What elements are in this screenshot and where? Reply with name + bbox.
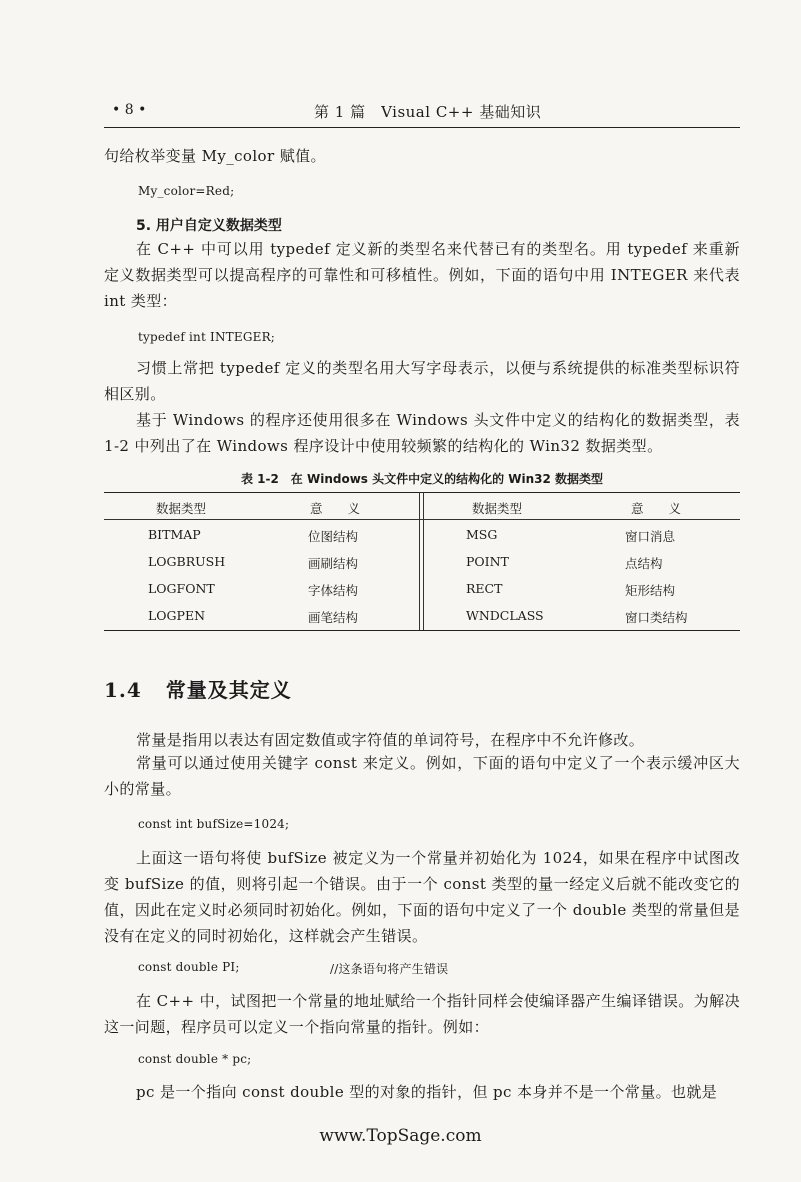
section-title: 常量及其定义 <box>165 678 292 702</box>
table-cell: 字体结构 <box>308 583 359 598</box>
code-line-enum-assign: My_color=Red; <box>138 184 235 198</box>
subsection-heading: 5. 用户自定义数据类型 <box>136 218 282 234</box>
table-cell: 画刷结构 <box>308 556 359 571</box>
code-comment: //这条语句将产生错误 <box>330 962 449 976</box>
table-header-cell: 意 义 <box>631 501 682 516</box>
page-number: • 8 • <box>112 102 147 118</box>
table-cell: 窗口消息 <box>625 529 676 544</box>
paragraph-pointer: 在 C++ 中，试图把一个常量的地址赋给一个指针同样会使编译器产生编译错误。为解决这一问题，程序员可以定义一个指向常量的指针。例如： <box>104 992 740 1036</box>
code-line-bufsize: const int bufSize=1024; <box>138 817 290 831</box>
code-line-typedef: typedef int INTEGER; <box>138 330 276 344</box>
table-cell: LOGBRUSH <box>148 554 226 569</box>
code-line-const-pi: const double PI; <box>138 960 240 974</box>
table-cell: MSG <box>466 527 498 542</box>
table-cell: RECT <box>466 581 503 596</box>
section-heading <box>104 674 292 703</box>
table-cell: 点结构 <box>625 556 663 571</box>
table-cell: 矩形结构 <box>625 583 676 598</box>
header-rule <box>104 127 740 128</box>
table-cell: WNDCLASS <box>466 608 544 623</box>
table-bottom-rule <box>104 630 740 631</box>
paragraph-typedef: 在 C++ 中可以用 typedef 定义新的类型名来代替已有的类型名。用 typedef 来重新定义数据类型可以提高程序的可靠性和可移植性。例如，下面的语句中用 INTEGER 来代表 int 类型： <box>104 240 740 310</box>
footer-url: www.TopSage.com <box>319 1126 482 1146</box>
table-cell: BITMAP <box>148 527 201 542</box>
table-column-divider <box>419 492 424 630</box>
table-header-cell: 数据类型 <box>472 501 523 516</box>
paragraph-windows-types: 基于 Windows 的程序还使用很多在 Windows 头文件中定义的结构化的数据类型，表 1-2 中列出了在 Windows 程序设计中使用较频繁的结构化的 Win32 数据类型。 <box>104 411 740 455</box>
table-header-cell: 意 义 <box>310 501 361 516</box>
code-line-pointer: const double * pc; <box>138 1052 252 1066</box>
paragraph-const-definition: 常量是指用以表达有固定数值或字符值的单词符号，在程序中不允许修改。 <box>136 731 645 749</box>
section-number: 1.4 <box>104 678 142 702</box>
table-cell: POINT <box>466 554 509 569</box>
table-caption: 表 1-2 在 Windows 头文件中定义的结构化的 Win32 数据类型 <box>240 472 604 486</box>
paragraph-intro: 句给枚举变量 My_color 赋值。 <box>104 147 326 165</box>
table-cell: 画笔结构 <box>308 610 359 625</box>
table-cell: LOGFONT <box>148 581 215 596</box>
paragraph-last-line: pc 是一个指向 const double 型的对象的指针，但 pc 本身并不是一个常量。也就是 <box>136 1083 718 1101</box>
table-cell: 位图结构 <box>308 529 359 544</box>
table-cell: 窗口类结构 <box>625 610 688 625</box>
running-title: 第 1 篇 Visual C++ 基础知识 <box>314 103 542 121</box>
paragraph-const-keyword: 常量可以通过使用关键字 const 来定义。例如，下面的语句中定义了一个表示缓冲区大小的常量。 <box>104 754 740 798</box>
table-cell: LOGPEN <box>148 608 206 623</box>
paragraph-bufsize-explain: 上面这一语句将使 bufSize 被定义为一个常量并初始化为 1024，如果在程序中试图改变 bufSize 的值，则将引起一个错误。由于一个 const 类型的量一经定义后就不能改变它的值，因此在定义时必须同时初始化。例如，下面的语句中定义了一个 double 类型的常量但是没有在定义的同时初始化，这样就会产生错误。 <box>104 849 740 945</box>
table-header-cell: 数据类型 <box>156 501 207 516</box>
paragraph-naming-habit: 习惯上常把 typedef 定义的类型名用大写字母表示，以便与系统提供的标准类型标识符相区别。 <box>104 359 740 403</box>
